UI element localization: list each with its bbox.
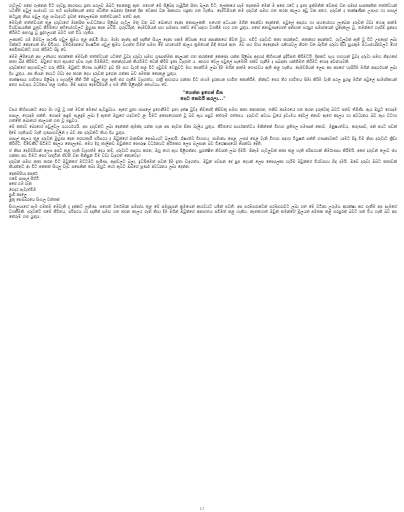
paragraph-8: මේ කතාව බොහෝ පවුල්වල යථාර්ථයයි. අප දරුවන්ට ලබා දෙන්නේ කුමක්ද යන්න ගැන අප නැවත සිතා බැලිය යුතුය. ජීවිතයේ සාර්ථකත්වය මනින්නේ විභාග ප්‍රතිඵල පමණක් නොව, මනුෂ්‍යත්වය, කරුණාව, අන් අයට සවන් දීමේ හැකියාව වැනි ගුණාංගවලින් ද බව අප දරුවන්ට කියා දිය යුතුය.	[9, 124, 397, 135]
paragraph-7: වසර කිහිපයකට පෙර මා හමු වූ එක් මවක් මෙසේ පැවසුවාය. ඇගේ පුතා පාසලේ ඉගෙනීමට ඉතා දක්ෂ වුවද නිවසේදී කිසිවකු සමඟ කතා නොකරන, තනිව කාමරයේ ගත කරන දරුවෙකු බවට පත්ව තිබිණි. ඇය ඔහුට හොඳම පාසල, හොඳම පන්ති, හොඳම ඇඳුම් පැළඳුම් ලබා දී ඇතත් ඔහුගේ හදවතට ළං වීමට අපොහොසත් වූ බව ඇය පසුව තේරුම් ගත්තාය. දරුවාට අවශ්‍ය වූයේ ද්‍රව්‍යමය දේවල් නොව ඇගේ කාලය හා අවධානය බව ඇය වටහා ගත්තේ බොහෝ කාලයක් ගත වූ පසුවය.	[9, 107, 397, 124]
short-line: මුතු පෙම්බරයෙ සිංහල වත්තක්	[9, 197, 60, 203]
short-line: ගමේ පාසැල් පිහිටි	[9, 176, 39, 182]
paragraph-1: ගැටලුව එසේ ගැනෙන විට පැවසූ කාරණය ඉතා සරලව ඔබට පෙනෙනු ඇත. එහෙත් මේ පිළිබඳ ගැඹුරින් සිතා බලන විට, ලෝකයේ සෑම තැනකම මෙන් ම අපේ රටේ ද ඉතා ඉක්මනින් වෙනස් වන සමාජ සංස්කෘතික තත්ත්වයන් යටතේ පවුල් සංස්ථාව හා එහි සාමාජිකයන් අතර පවතින සබඳතා දිනෙන් දින වෙනස් වන ආකාරය හඳුනා ගත හැකිය. දෙමව්පියන් තම දරුවන් සමඟ ගත කරන කාලය අඩු වන අතර, දරුවන් ද තාක්ෂණික උපාංග හා පාසල් කටයුතු නිසා පවුල තුළ සංවාදයට ඉඩක් නොලැබෙන තත්ත්වයකට පත්ව ඇත.	[9, 3, 397, 19]
short-line-list	[9, 171, 397, 203]
paragraph-10: ඒ නිසා දෙමව්පියන් ලෙස අපට කළ හැකි වැදගත්ම දෙය නම්, දරුවාට ආදරය කරන, ඔහු හෝ ඇය පිළිගන්නා, සුරක්ෂිත නිවසක් ලබා දීමයි. ඕනෑම ගැටලුවක් කතා කළ හැකි පරිසරයක් නිර්මාණය කිරීමයි. අපේ දරුවන් ලොව ජය ගන්නා අය වීමට පෙර සතුටින් ජීවත් වන මිනිසුන් වීම වඩා වැදගත් නොවේද?	[9, 147, 397, 158]
pull-quote	[9, 91, 397, 103]
short-line: පුංචි කාලෙ	[9, 191, 27, 197]
paragraph-6: තාක්ෂණය භාවිතය පිළිබඳ ද පැහැදිලි නීති රීති පවුල තුළ ඇති කර ගැනීම වැදගත්ය. රාත්‍රී ආහාරය ගන්නා විට ජංගම දුරකථන භාවිත නොකිරීම, නින්දට පෙර තිර භාවිතය සීමා කිරීම වැනි සරල පුරුදු මගින් පවුලේ සාමාජිකයන් අතර සංවාදය වර්ධනය කළ හැකිය. මේ සඳහා දෙමව්පියන් ද එම නීති පිළිපැදීම අත්‍යවශ්‍ය වේ.	[9, 76, 397, 88]
pull-quote-line-2: පෙට කෙමයි කරලා..."	[180, 97, 226, 103]
paragraph-9: පාසල් කාලය තුළ දරුවන් මුහුණ දෙන තරඟකාරී පරිසරය ද ඔවුන්ගේ මානසික සෞඛ්‍යයට බලපායි. ශිෂ්‍යත්ව විභාගය, සාමාන්‍ය පෙළ, උසස් පෙළ වැනි විභාග සඳහා ටියුෂන් පන්ති ගණනාවකට යාමට සිදු වීම නිසා දරුවාට ක්‍රීඩා කිරීමට, විවේකීව සිටීමට කාලය නොලැබේ. මෙය දිගු කාලීනව ඔවුන්ගේ පෞරුෂ වර්ධනයට අහිතකර ලෙස බලපාන බව විශේෂඥයෝ පෙන්වා දෙති.	[9, 135, 397, 147]
paragraph-3: ලංකාවේ ගම් බිම්වල පැරණි පවුල් ක්‍රමය තුළ ආච්චි සීයා, මාමා නැන්දා ආදී ඥාතීන් සියලු දෙනා එකම නිවසක හෝ ආසන්නයේ ජීවත් වූහ. එවිට දරුවාට කතා කරන්නට, කතන්දර අසන්නට, ගැටලුවක් ඇති වූ විට උපදෙස් ලබා ගන්නට නොයෙක් අය සිටියහ. වර්තමානයේ න්‍යෂ්ටික පවුල් ක්‍රමය ව්‍යාප්ත වීමත් සමඟ මේ සහයෝගී ජාලය ක්‍රමයෙන් බිඳී ගොස් ඇත. මව සහ පියා දෙදෙනාම රැකියාවල නිරත වන බැවින් දරුවා දිවා සුරැකුම් මධ්‍යස්ථානවලට හෝ සේවිකාවන්ට භාර කිරීමට සිදු වේ.	[9, 36, 397, 53]
paragraph-4: මෙම ලිපියෙන් අප උත්සාහ කරන්නේ මෙවැනි තත්ත්වයන් යටතේ වුවද දරුවා සමඟ ගුණාත්මක කාලයක් ගත කරන්නේ කෙසේද යන්න පිළිබඳ අදහස් කිහිපයක් ඉදිරිපත් කිරීමටයි. දිනකට පැය භාගයක් වුවද දරුවා සමඟ නිදහසේ කතා බස් කිරීමට, ඔහුගේ හෝ ඇයගේ දවස ගැන විමසීමට, කතන්දරයක් කියවීමට වෙන් කිරීම ඉතා වැදගත් ය. ආහාර වේල පවුලේ සැමෝම එක්ව ගැනීම ද සබඳතා ශක්තිමත් කිරීමට හොඳ අවස්ථාවකි.	[9, 53, 397, 64]
paragraph-closing: සිංහලයාගේ සෑම ගමකම මෙවැනි දෑ දක්නට ලැබිණ. එහෙත් වර්තමාන සමාජය තුළ මේ සම්ප්‍රදායන් ක්‍රමයෙන් අභාවයට යමින් පවතී. අප පරම්පරාවෙන් පරම්පරාවට ලබා ගත් මේ වටිනා උරුමය ආරක්ෂා කර ගැනීම අප සැමගේ වගකීමකි. දරුවන්ට ගමේ ජීවිතය, පරිසරය හා ඥාතීන් සමඟ ගත කරන කාලය ගැන කියා දීම මගින් ඔවුන්ගේ අනාගතය සවිමත් කළ හැකිය. නැතහොත් ඔවුන් තමන්ගේ මූලයන් අමතක කළ පරපුරක් බවට පත් විය හැකි බව අප තේරුම් ගත යුතුය.	[9, 203, 397, 220]
short-line: ගෙදර පැවැත්වීම	[9, 186, 37, 192]
paragraph-2: මෙවැනි තත්ත්වයක් තුළ දරුවාගේ මානසික සංවර්ධනය පිළිබඳ ගැටලු මතු වන බව බොහෝ දෙනා නොසලකති. එහෙත් අධ්‍යයන මගින් පෙන්වා දෙන්නේ, පවුලේ ආදරය හා සහයෝගය ලැබෙන දරුවන් වඩා හොඳ ආත්ම විශ්වාසයකින් යුතුව ජීවිතයේ අභියෝගවලට මුහුණ දෙන බවයි. ගුරුවරුන්, දෙමව්පියන් සහ සමාජය එක්ව මේ සඳහා වගකීම භාර ගත යුතුය. එසේ නොවුණහොත් අනාගත පරපුර සමාජයෙන් හුදෙකලා වූ, තමන්ගේ හැඟීම් ප්‍රකාශ කිරීමට අපහසු වූ පුද්ගලයන් බවට පත් විය හැකිය.	[9, 19, 397, 36]
pull-quote-line-1: "හෙන්න ඉගෙන් ඕන	[183, 91, 223, 97]
paragraph-5: දරුවන්ගේ අදහස්වලට ගරු කිරීම, ඔවුන්ට තීරණ ගැනීමට ඉඩ දීම සහ වැරදි කළ විට දඬුවම් වෙනුවට මඟ පෙන්වීම ලබා දීම මගින් ආත්ම ගෞරවය ඇති කළ හැකිය. දෙමව්පියන් ලෙස අප අපගේ හැසිරීම මගින් ආදර්ශයක් ලබා දිය යුතුය. අප කියන දෙයට වඩා අප කරන දෙය දරුවන් ඉගෙන ගන්නා බව අමතක නොකළ යුතුය.	[9, 65, 397, 76]
page-number: 17	[199, 506, 205, 511]
paragraph-11: දරුවන් සමඟ කතා කරන විට ඔවුන්ගේ මට්ටමට පැමිණ, ඇස්වලට බලා, ඉවසීමෙන් සවන් දීම ඉතා වැදගත්ය. ඔවුන් පවසන දේ සුළු දෙයක් ලෙස නොසලකා හැරීම ඔවුන්ගේ විශ්වාසය බිඳ දමයි. ඔබේ දරුවා ඔබට කතාවක් කියන්නට ආ විට අනෙක් සියලු වැඩ පසෙකින් තබා ඔහුට හෝ ඇයට ඔබගේ පූර්ණ අවධානය ලබා දෙන්න.	[9, 159, 397, 170]
short-line: දෙකම්පියා ආදරේ	[9, 170, 38, 176]
short-line: අපේ ගම ගැන	[9, 181, 32, 187]
